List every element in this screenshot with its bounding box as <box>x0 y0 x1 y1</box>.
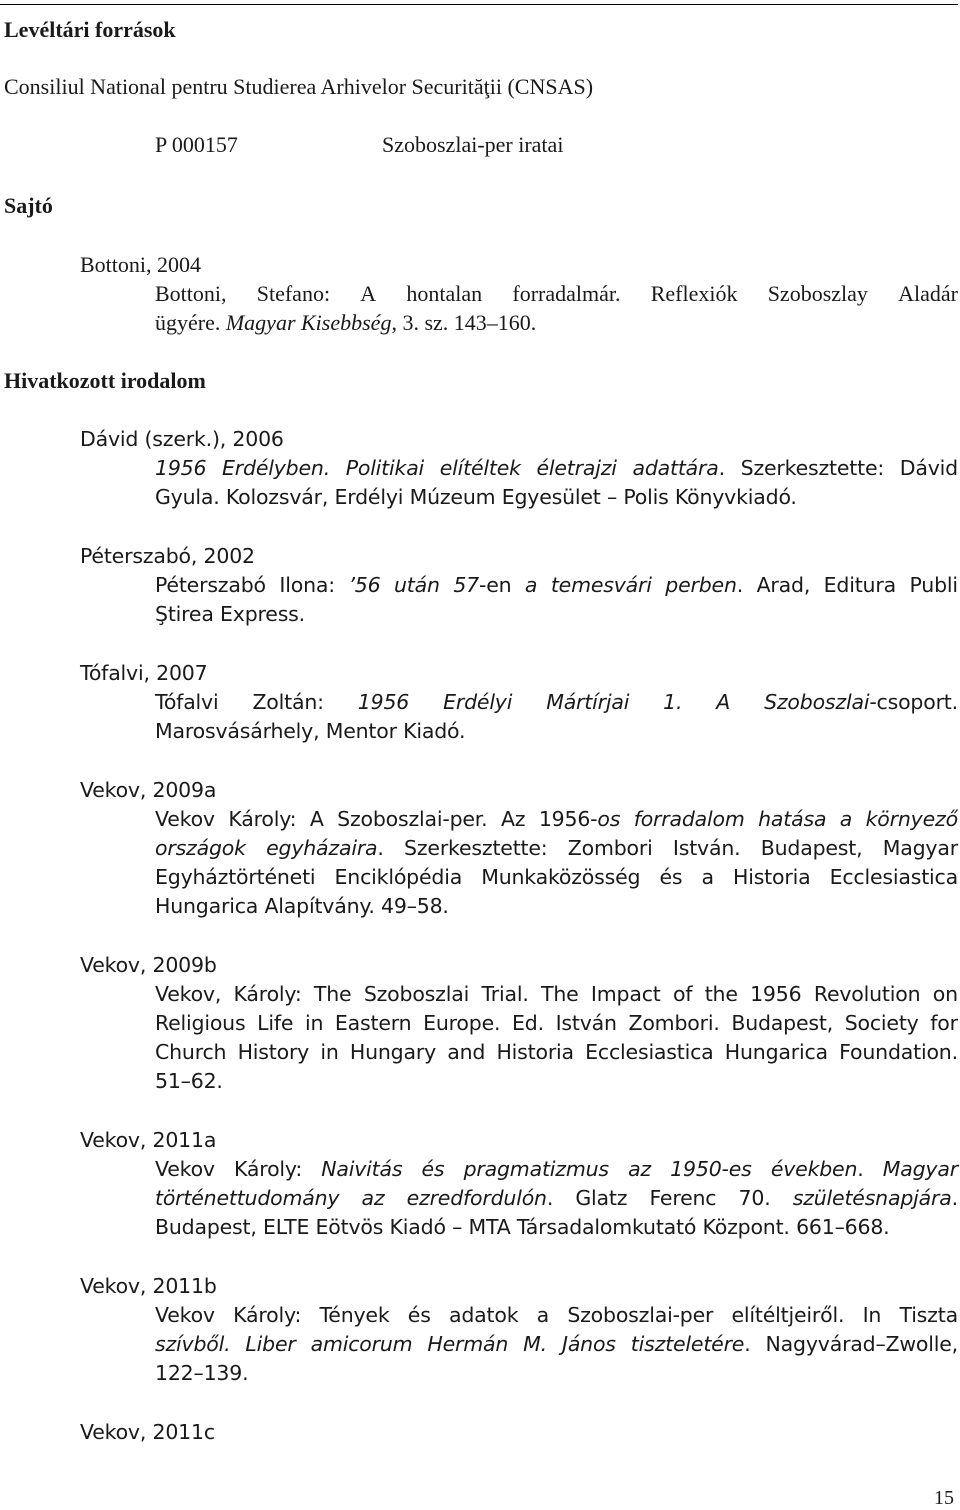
entry-line <box>155 309 536 337</box>
word: születésnapjára. <box>792 1186 958 1210</box>
word: adattára. <box>632 456 725 480</box>
word: István <box>555 1011 617 1035</box>
entry-text: , 3. sz. 143–160. <box>391 310 537 335</box>
entry-line <box>155 1155 958 1183</box>
word: Egyháztörténeti <box>155 865 316 889</box>
word: Publi <box>909 573 958 597</box>
word: Historia <box>732 865 811 889</box>
entry-italic: Magyar Kisebbség <box>225 310 392 335</box>
word: Szoboszlai-per <box>567 1303 714 1327</box>
word: a <box>524 573 538 597</box>
entry-line <box>155 1038 958 1066</box>
word: 57-en <box>453 573 512 597</box>
word: szívből. <box>155 1332 231 1356</box>
archival-heading: Levéltári források <box>4 17 176 42</box>
word: Péterszabó <box>155 573 266 597</box>
word: Szerkesztette: <box>740 456 885 480</box>
entry-line <box>155 980 958 1008</box>
word: után <box>394 573 440 597</box>
word: Erdélyben. <box>222 456 331 480</box>
word: tiszteletére. <box>630 1332 751 1356</box>
word: pragmatizmus <box>463 1157 609 1181</box>
word: Bottoni, <box>155 281 227 306</box>
word: Reflexiók <box>650 281 738 306</box>
word: 1950-es <box>670 1157 752 1181</box>
word: A <box>360 281 377 306</box>
word: környező <box>865 807 958 831</box>
word: A <box>309 807 324 831</box>
word: Munkaközösség <box>481 865 641 889</box>
word: Ecclesiastica <box>585 1040 714 1064</box>
word: életrajzi <box>536 456 617 480</box>
word: Károly: <box>233 1303 302 1327</box>
entry-line <box>155 688 958 716</box>
word: History <box>237 1040 310 1064</box>
entry-key: Tófalvi, 2007 <box>80 661 208 685</box>
word: a <box>536 1303 550 1327</box>
word: Dávid <box>899 456 958 480</box>
word: Vekov <box>155 1303 215 1327</box>
word: amicorum <box>310 1332 413 1356</box>
word: Károly: <box>233 982 302 1006</box>
top-rule <box>0 4 958 5</box>
word: egyházaira. <box>266 836 384 860</box>
word: Magyar <box>882 1157 958 1181</box>
word: Editura <box>823 573 896 597</box>
word: on <box>932 982 958 1006</box>
word: Hungarica <box>724 1040 828 1064</box>
word: Enciklópédia <box>334 865 463 889</box>
word: M. <box>523 1332 547 1356</box>
word: Religious <box>155 1011 246 1035</box>
archival-file-title: Szoboszlai-per iratai <box>382 132 564 157</box>
word: 1956 <box>357 690 410 714</box>
entry-key: Bottoni, 2004 <box>80 252 202 277</box>
word: Tiszta <box>899 1303 958 1327</box>
word: Ferenc <box>649 1186 717 1210</box>
word: Trial. <box>481 982 529 1006</box>
word: Vekov, <box>155 982 222 1006</box>
press-heading: Sajtó <box>4 193 53 218</box>
word: Budapest, <box>760 836 863 860</box>
word: Foundation. <box>839 1040 958 1064</box>
word: 1956 <box>750 982 802 1006</box>
entry-text: ügyére. <box>155 310 226 335</box>
word: Tények <box>319 1303 390 1327</box>
word: Naivitás <box>321 1157 403 1181</box>
entry-line <box>155 805 958 833</box>
word: és <box>421 1157 445 1181</box>
word: temesvári <box>550 573 652 597</box>
word: és <box>407 1303 431 1327</box>
word: Tófalvi <box>155 690 219 714</box>
word: elítéltjeiről. <box>731 1303 845 1327</box>
word: Szoboszlai <box>363 982 470 1006</box>
archival-institution: Consiliul National pentru Studierea Arhivelor Securităţii (CNSAS) <box>4 74 594 99</box>
entry-line: Ştirea Express. <box>155 602 305 626</box>
entry-line: Hungarica Alapítvány. 49–58. <box>155 894 449 918</box>
word: Károly: <box>234 1157 303 1181</box>
word: Szerkesztette: <box>404 836 548 860</box>
word: in <box>320 1040 339 1064</box>
word: a <box>839 807 853 831</box>
word: történettudomány <box>155 1186 340 1210</box>
entry-line: Marosvásárhely, Mentor Kiadó. <box>155 719 466 743</box>
word: in <box>304 1011 324 1035</box>
archival-file-id: P 000157 <box>155 132 238 157</box>
word: Szoboszlai-per. <box>337 807 488 831</box>
word: Ed. <box>512 1011 544 1035</box>
word: Vekov <box>155 1157 215 1181</box>
word: István. <box>672 836 741 860</box>
word: Szoboszlay <box>767 281 868 306</box>
word: ’56 <box>348 573 381 597</box>
entry-line <box>155 454 958 482</box>
entry-line <box>155 1330 958 1358</box>
word: Magyar <box>882 836 958 860</box>
entry-line <box>155 1184 958 1212</box>
word: Life <box>257 1011 294 1035</box>
word: Szoboszlai-csoport. <box>764 690 958 714</box>
word: Historia <box>496 1040 574 1064</box>
word: a <box>701 865 714 889</box>
entry-line <box>155 863 958 891</box>
word: Budapest, <box>731 1011 834 1035</box>
word: The <box>541 982 579 1006</box>
word: Az <box>500 807 526 831</box>
word: 1. <box>663 690 683 714</box>
word: ezredfordulón. <box>406 1186 554 1210</box>
entry-key: Vekov, 2011a <box>80 1128 217 1152</box>
word: Revolution <box>813 982 921 1006</box>
word: and <box>447 1040 486 1064</box>
word: Ilona: <box>279 573 335 597</box>
word: Zombori. <box>628 1011 720 1035</box>
word: országok <box>155 836 246 860</box>
word: Erdélyi <box>443 690 513 714</box>
word: Ecclesiastica <box>829 865 958 889</box>
word: az <box>361 1186 385 1210</box>
word: The <box>313 982 352 1006</box>
word: the <box>704 982 738 1006</box>
word: Nagyvárad–Zwolle, <box>765 1332 958 1356</box>
word: Politikai <box>345 456 425 480</box>
word: Eastern <box>334 1011 412 1035</box>
entry-line: Gyula. Kolozsvár, Erdélyi Múzeum Egyesület – Polis Könyvkiadó. <box>155 485 797 509</box>
word: Vekov <box>155 807 215 831</box>
entry-line <box>155 1301 958 1329</box>
word: forradalmár. <box>512 281 621 306</box>
word: Glatz <box>575 1186 628 1210</box>
word: Károly: <box>228 807 297 831</box>
literature-heading: Hivatkozott irodalom <box>4 368 206 393</box>
word: János <box>561 1332 616 1356</box>
word: Mártírjai <box>546 690 630 714</box>
entry-key: Vekov, 2011c <box>80 1420 215 1444</box>
word: 70. <box>738 1186 771 1210</box>
word: Zoltán: <box>252 690 324 714</box>
word: Europe. <box>423 1011 501 1035</box>
word: Society <box>844 1011 919 1035</box>
word: 1956 <box>155 456 207 480</box>
entry-line <box>155 571 958 599</box>
page-number: 15 <box>934 1487 954 1509</box>
word: Liber <box>245 1332 296 1356</box>
entry-key: Péterszabó, 2002 <box>80 544 255 568</box>
word: forradalom <box>633 807 745 831</box>
entry-line <box>155 1009 958 1037</box>
word: adatok <box>448 1303 519 1327</box>
word: években. <box>770 1157 864 1181</box>
word: Arad, <box>756 573 811 597</box>
word: hatása <box>758 807 827 831</box>
word: Hermán <box>427 1332 509 1356</box>
word: Church <box>155 1040 227 1064</box>
entry-key: Dávid (szerk.), 2006 <box>80 427 284 451</box>
word: Hungary <box>349 1040 437 1064</box>
word: 1956-os <box>538 807 621 831</box>
word: és <box>659 865 683 889</box>
entry-line <box>155 834 958 862</box>
word: elítéltek <box>439 456 521 480</box>
word: for <box>930 1011 958 1035</box>
word: Stefano: <box>256 281 331 306</box>
word: perben. <box>665 573 744 597</box>
word: hontalan <box>406 281 483 306</box>
entry-key: Vekov, 2009a <box>80 778 217 802</box>
entry-key: Vekov, 2009b <box>80 953 217 977</box>
entry-line <box>155 280 958 308</box>
entry-line: 51–62. <box>155 1069 223 1093</box>
word: az <box>628 1157 651 1181</box>
entry-line: 122–139. <box>155 1361 249 1385</box>
word: Impact <box>590 982 661 1006</box>
word: of <box>672 982 693 1006</box>
word: A <box>716 690 731 714</box>
entry-line: Budapest, ELTE Eötvös Kiadó – MTA Társadalomkutató Központ. 661–668. <box>155 1215 890 1239</box>
word: In <box>862 1303 882 1327</box>
word: Aladár <box>898 281 958 306</box>
entry-key: Vekov, 2011b <box>80 1274 217 1298</box>
word: Zombori <box>567 836 653 860</box>
